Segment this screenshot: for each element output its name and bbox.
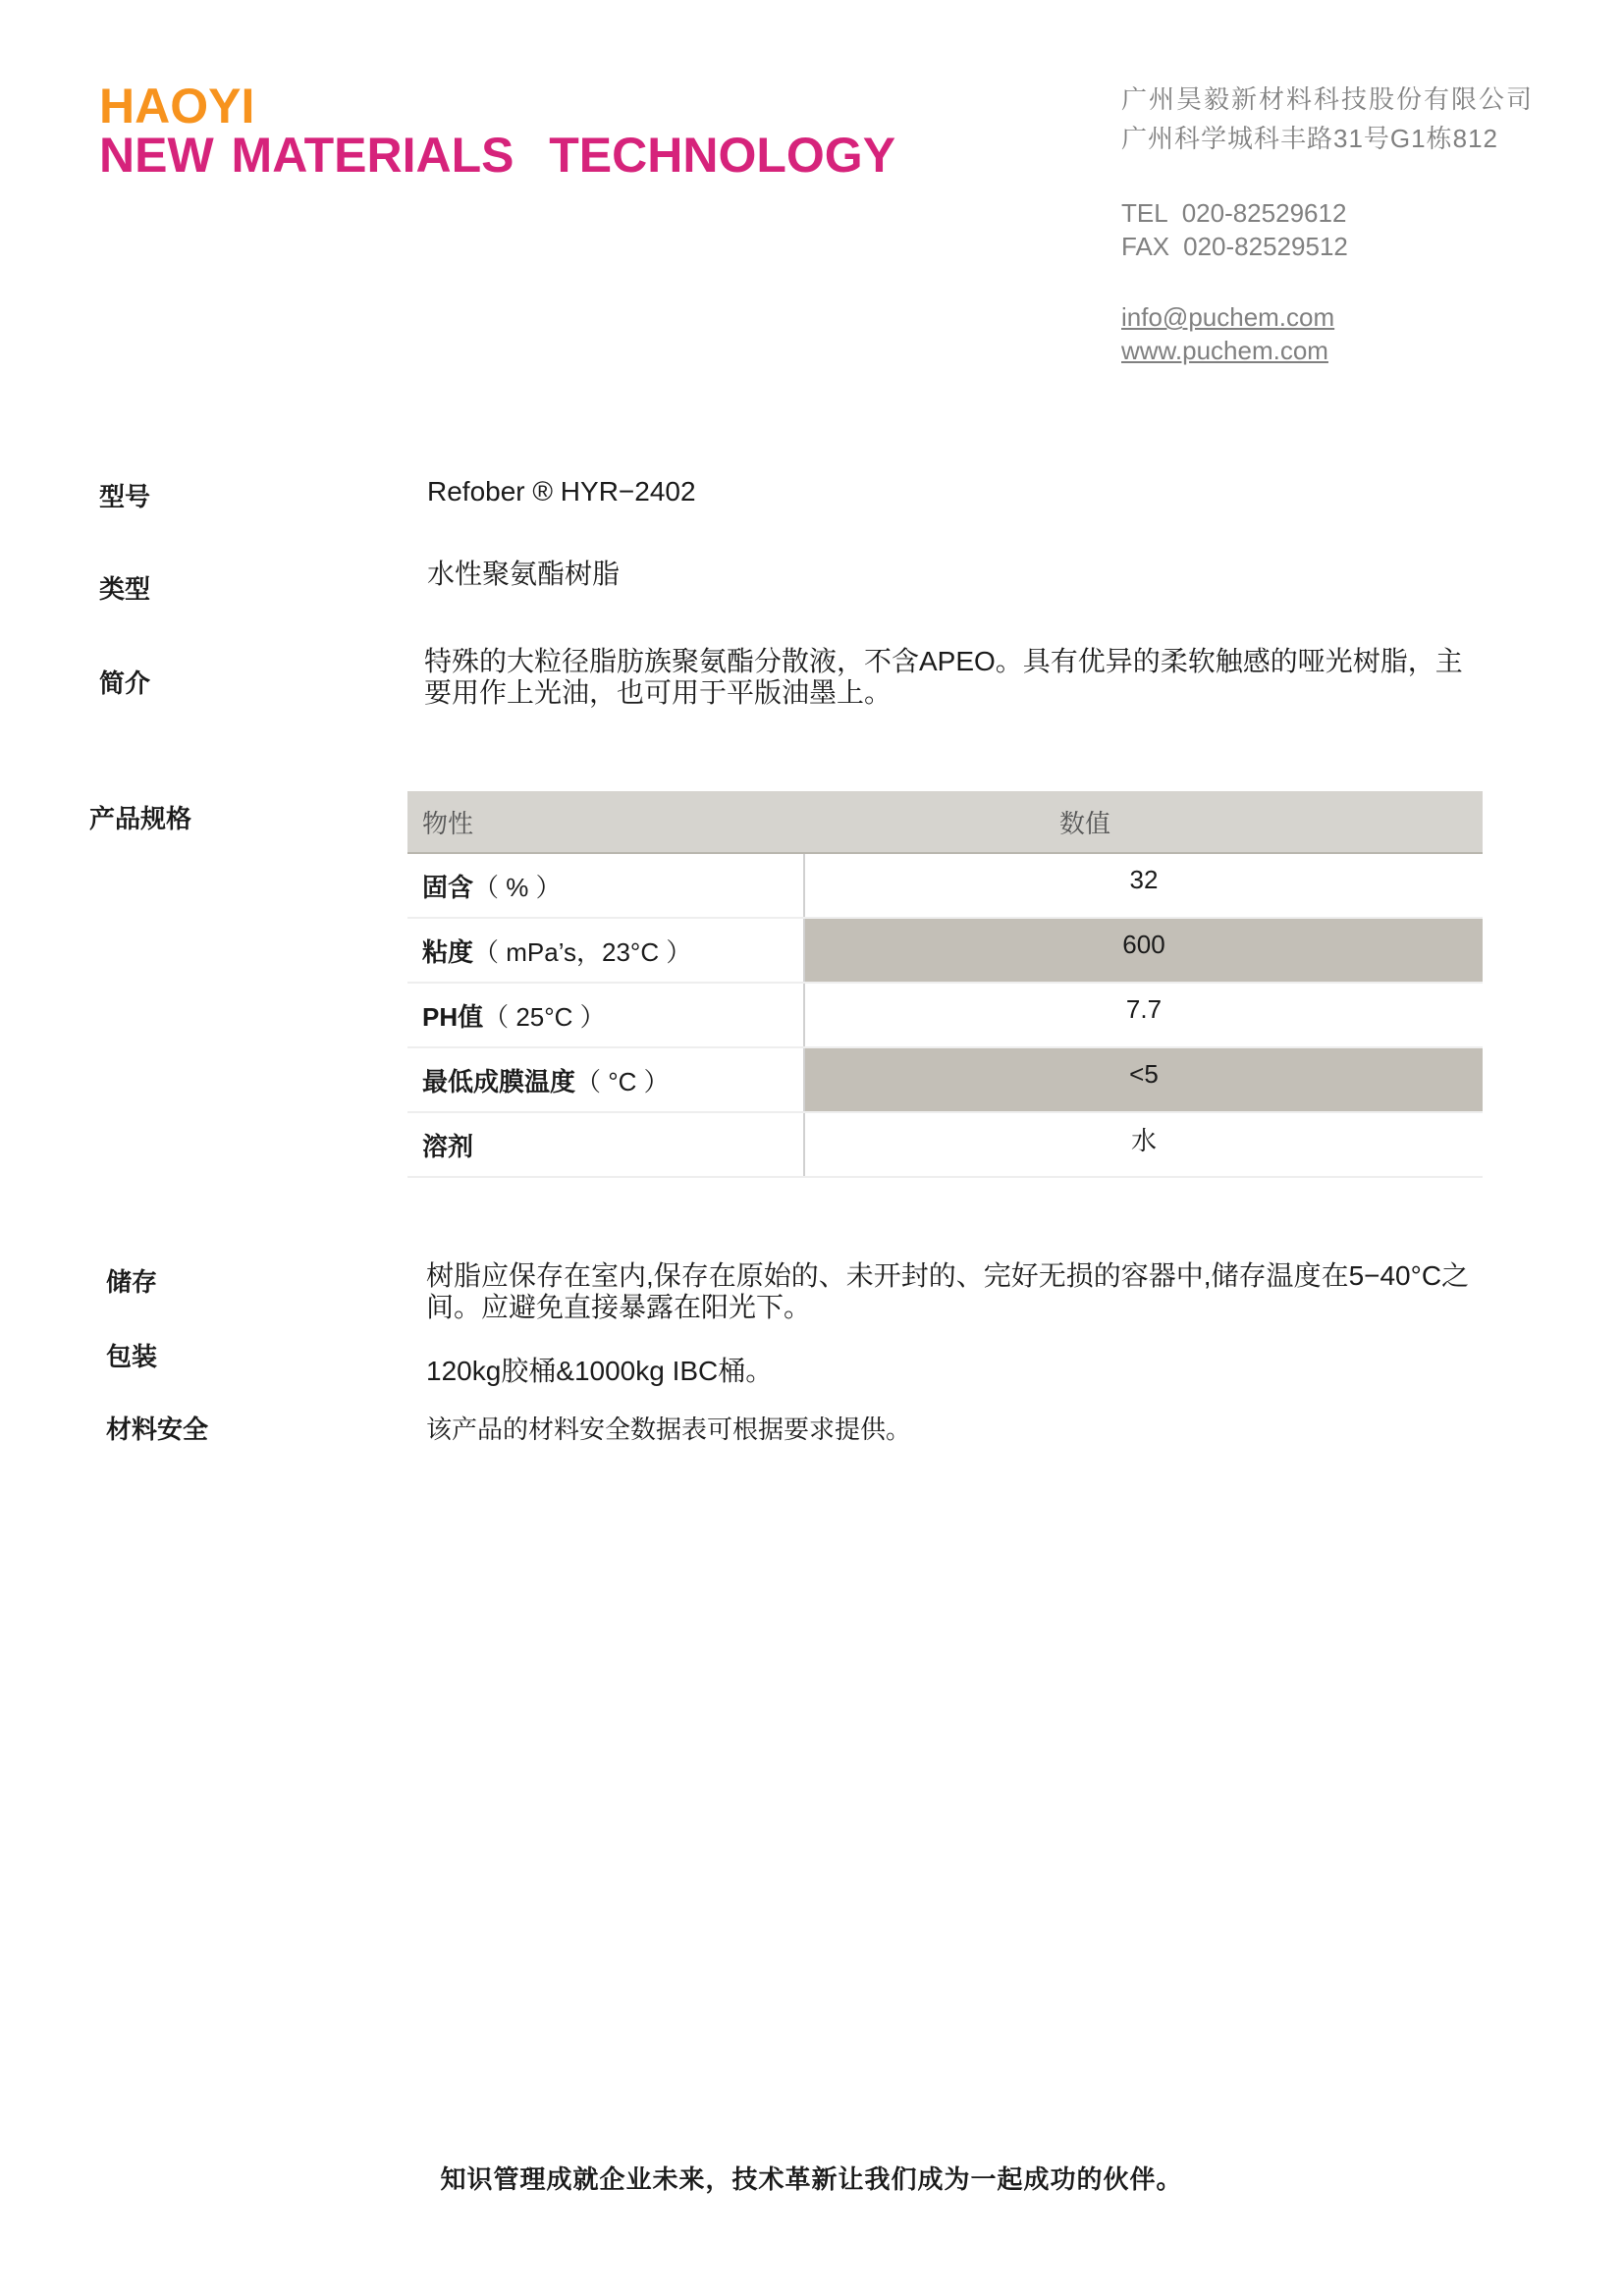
spec-table [407, 791, 1483, 1178]
type-value: 水性聚氨酯树脂 [427, 559, 621, 589]
property-unit: （ mPa’s，23°C ） [473, 936, 692, 967]
tel-line [1121, 196, 1346, 230]
table-row [407, 919, 1483, 984]
spec-label: 产品规格 [89, 804, 192, 833]
intro-label: 简介 [99, 668, 151, 698]
row-property [407, 1048, 805, 1111]
property-unit: （ °C ） [575, 1066, 670, 1096]
row-property [407, 919, 805, 982]
storage-value: 树脂应保存在室内,保存在原始的、未开封的、完好无损的容器中,储存温度在5−40°C之间。应避免直接暴露在阳光下。 [426, 1260, 1470, 1322]
intro-value: 特殊的大粒径脂肪族聚氨酯分散液，不含APEO。具有优异的柔软触感的哑光树脂，主要用作上光油，也可用于平版油墨上。 [424, 646, 1463, 708]
row-value: <5 [805, 1048, 1483, 1111]
website-link[interactable]: www.puchem.com [1121, 336, 1328, 365]
fax-label: FAX [1121, 232, 1170, 261]
property-name: 粘度 [422, 936, 474, 967]
storage-label: 储存 [106, 1267, 158, 1297]
tel-label: TEL [1121, 198, 1168, 228]
package-label: 包装 [106, 1342, 158, 1371]
safety-value: 该产品的材料安全数据表可根据要求提供。 [426, 1415, 912, 1445]
property-unit: （ % ） [473, 872, 562, 902]
type-label: 类型 [99, 574, 151, 604]
brand-name: HAOYI [99, 79, 255, 133]
email-link[interactable]: info@puchem.com [1121, 302, 1335, 332]
row-value: 水 [1130, 1125, 1157, 1155]
row-value: 600 [805, 919, 1483, 982]
package-value: 120kg胶桶&1000kg IBC桶。 [426, 1356, 774, 1386]
fax-line [1121, 230, 1348, 263]
brand-tagline: NEW MATERIALS TECHNOLOGY [99, 128, 896, 183]
property-name: 最低成膜温度 [422, 1066, 576, 1096]
fax-number: 020-82529512 [1183, 232, 1348, 261]
model-label: 型号 [99, 482, 151, 511]
property-unit: （ 25°C ） [483, 1001, 606, 1032]
company-address: 广州科学城科丰路31号G1栋812 [1121, 124, 1498, 153]
footer-slogan: 知识管理成就企业未来，技术革新让我们成为一起成功的伙伴。 [440, 2164, 1183, 2194]
company-name: 广州昊毅新材料科技股份有限公司 [1121, 84, 1535, 114]
table-row [407, 1048, 1483, 1113]
tel-number: 020-82529612 [1181, 198, 1347, 228]
row-property [407, 984, 805, 1046]
row-value: 7.7 [1125, 993, 1163, 1024]
model-value: Refober ® HYR−2402 [427, 476, 696, 507]
property-name: 溶剂 [422, 1131, 474, 1161]
header-property: 物性 [422, 808, 474, 838]
table-row [407, 854, 1483, 919]
table-row [407, 984, 1483, 1048]
property-name: 固含 [422, 872, 474, 902]
row-property [407, 854, 805, 917]
header-value: 数值 [1058, 808, 1110, 838]
row-value: 32 [1129, 864, 1159, 894]
table-row [407, 1113, 1483, 1178]
spec-table-header [407, 791, 1483, 854]
safety-label: 材料安全 [106, 1415, 209, 1444]
row-property [407, 1113, 805, 1176]
property-name: PH值 [422, 1001, 484, 1032]
